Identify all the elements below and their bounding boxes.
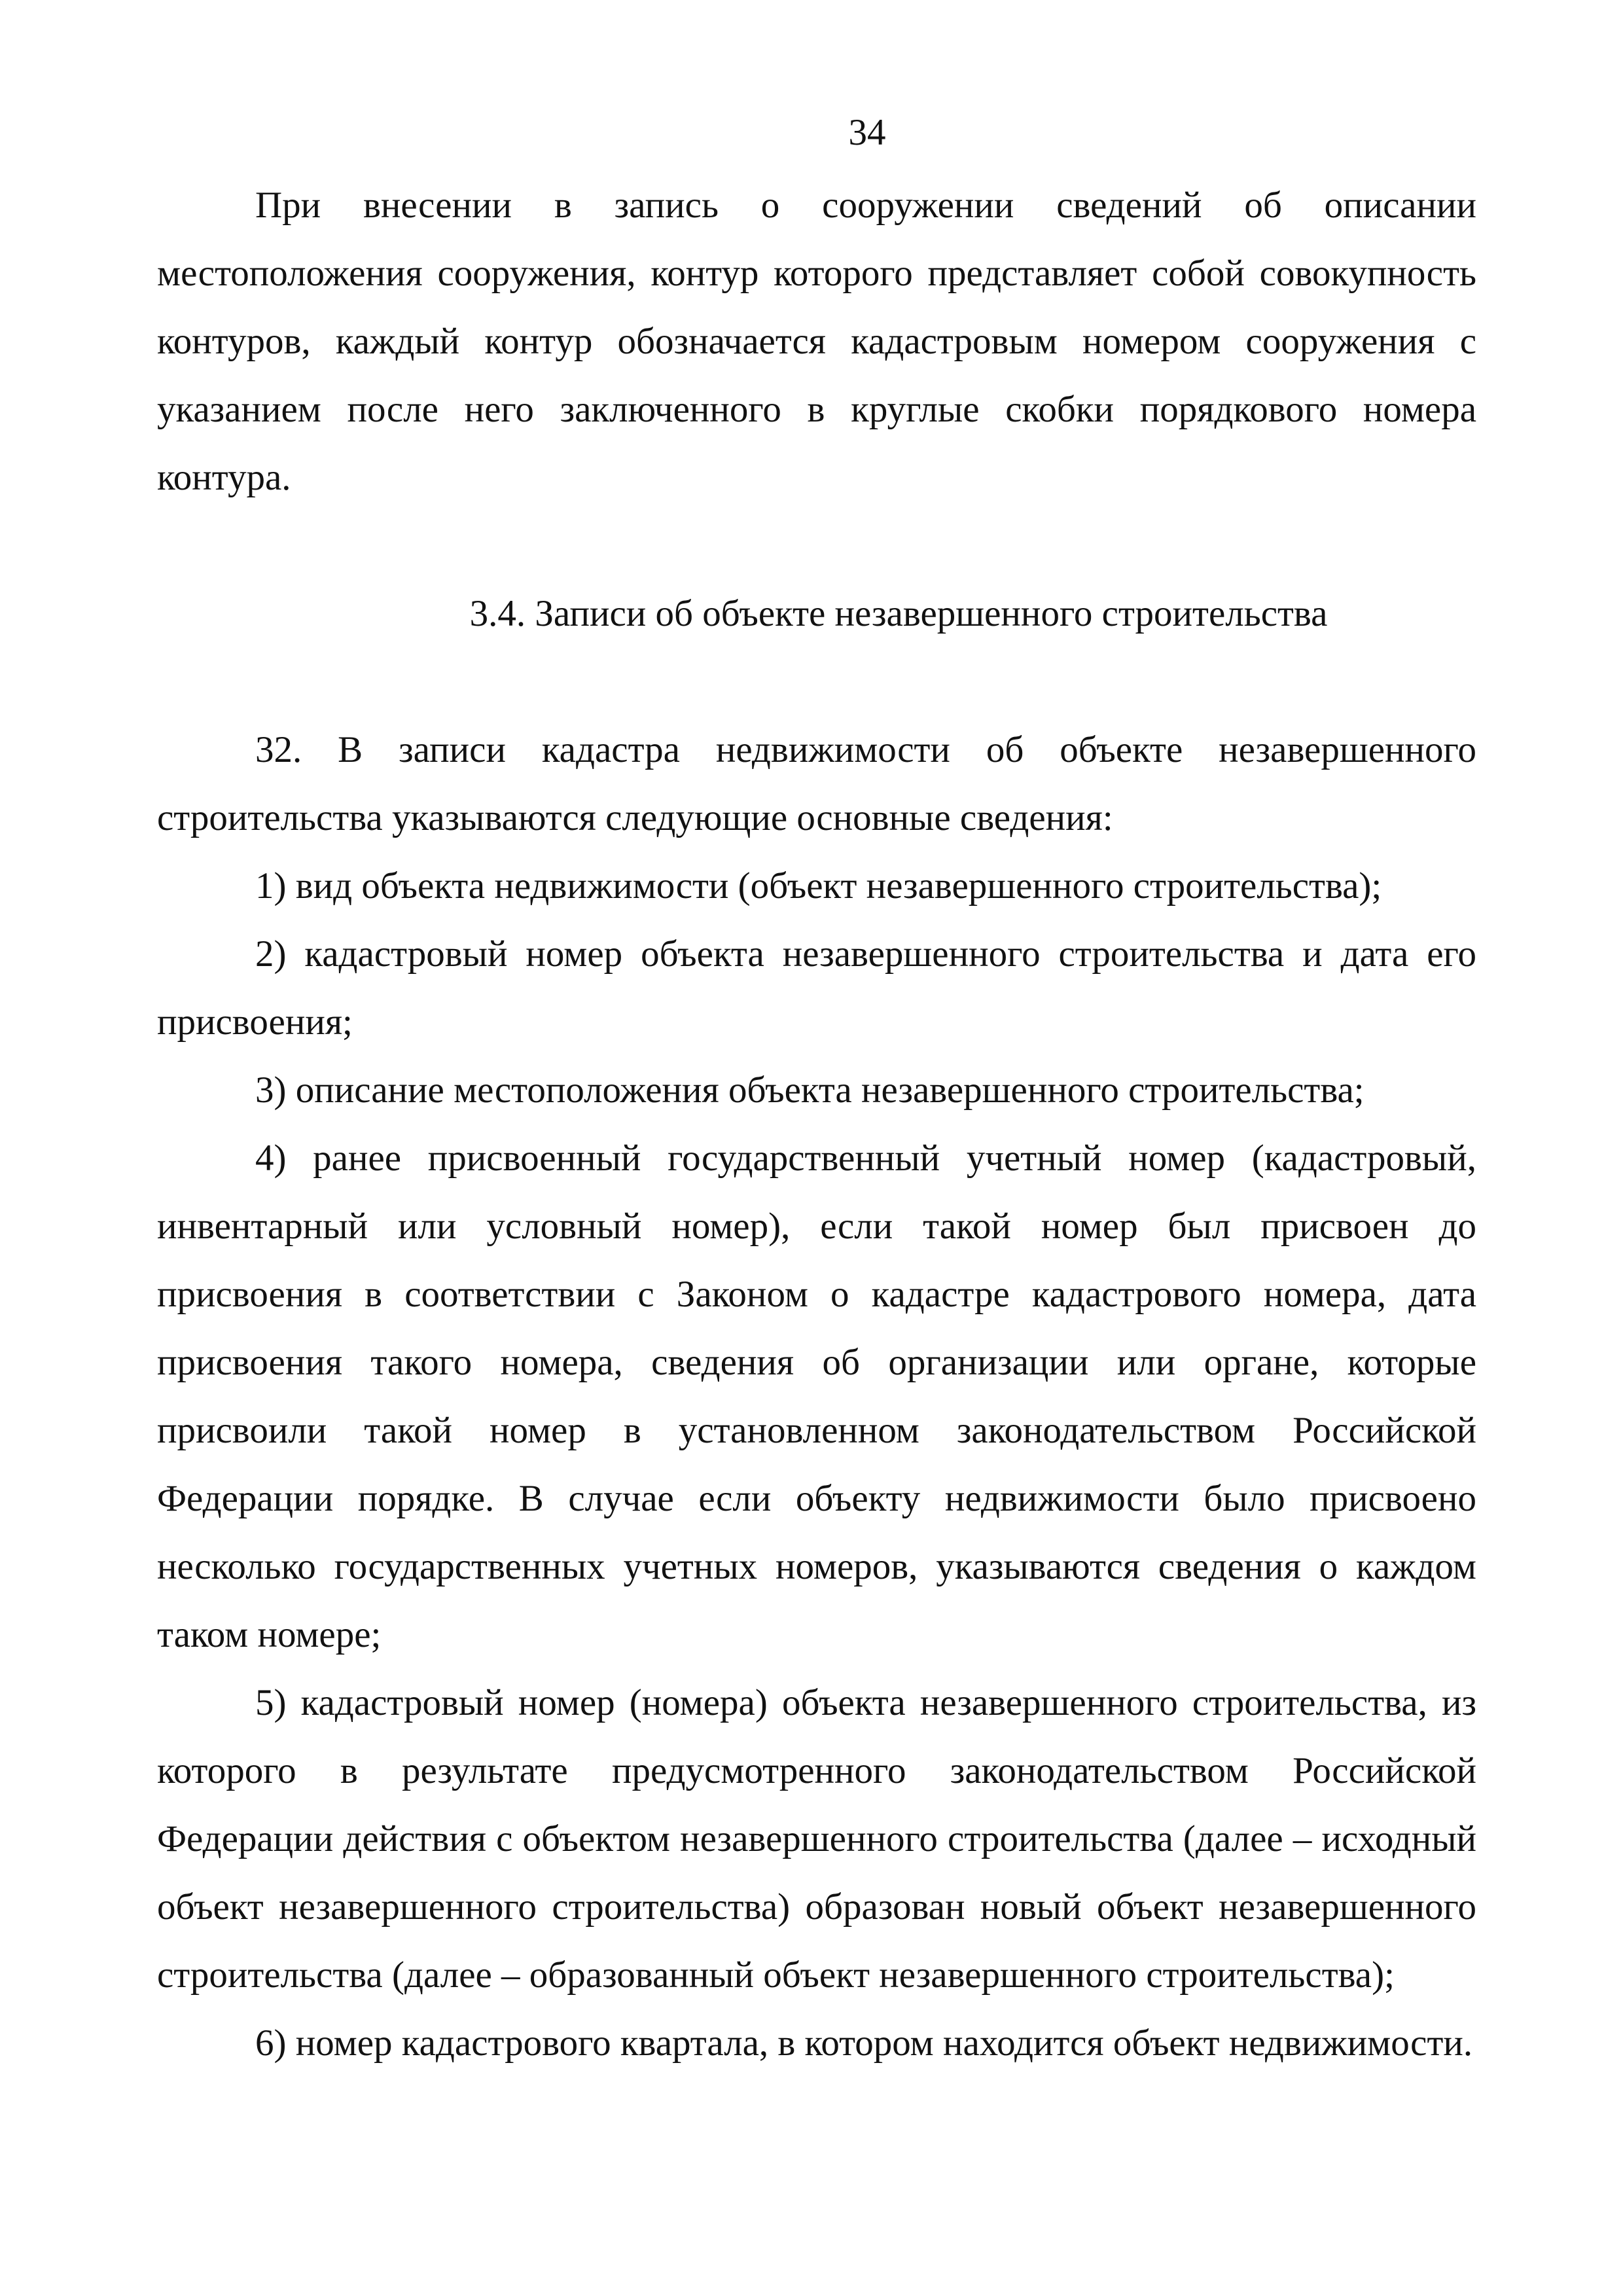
list-item-5: 5) кадастровый номер (номера) объекта незавершенного строительства, из которого в результате предусмотренного законодательством Российской Федерации действия с объектом незавершенного строительства (далее – исходный объект незавершенного строительства) образован новый объект незавершенного строительства (далее – образованный объект незавершенного строительства); <box>157 1682 1476 1996</box>
section-heading: 3.4. Записи об объекте незавершенного строительства <box>469 593 1328 634</box>
page-number: 34 <box>848 112 886 153</box>
clause-32: 32. В записи кадастра недвижимости об объекте незавершенного строительства указываются следующие основные сведения: <box>157 729 1476 838</box>
intro-paragraph: При внесении в запись о сооружении сведений об описании местоположения сооружения, контур которого представляет собой совокупность контуров, каждый контур обозначается кадастровым номером сооружения с указанием после него заключенного в круглые скобки порядкового номера контура. <box>157 185 1476 498</box>
document-body <box>157 171 1476 2077</box>
list-item-4: 4) ранее присвоенный государственный учетный номер (кадастровый, инвентарный или условный номер), если такой номер был присвоен до присвоения в соответствии с Законом о кадастре кадастрового номера, дата присвоения такого номера, сведения об организации или органе, которые присвоили такой номер в установленном законодательством Российской Федерации порядке. В случае если объекту недвижимости было присвоено несколько государственных учетных номеров, указываются сведения о каждом таком номере; <box>157 1138 1476 1655</box>
spacer <box>157 512 1476 580</box>
list-item-3: 3) описание местоположения объекта незавершенного строительства; <box>255 1069 1364 1111</box>
list-item-6: 6) номер кадастрового квартала, в котором находится объект недвижимости. <box>255 2022 1473 2064</box>
spacer <box>157 648 1476 716</box>
list-item-2: 2) кадастровый номер объекта незавершенного строительства и дата его присвоения; <box>157 933 1476 1043</box>
list-item-1: 1) вид объекта недвижимости (объект незавершенного строительства); <box>255 865 1382 906</box>
